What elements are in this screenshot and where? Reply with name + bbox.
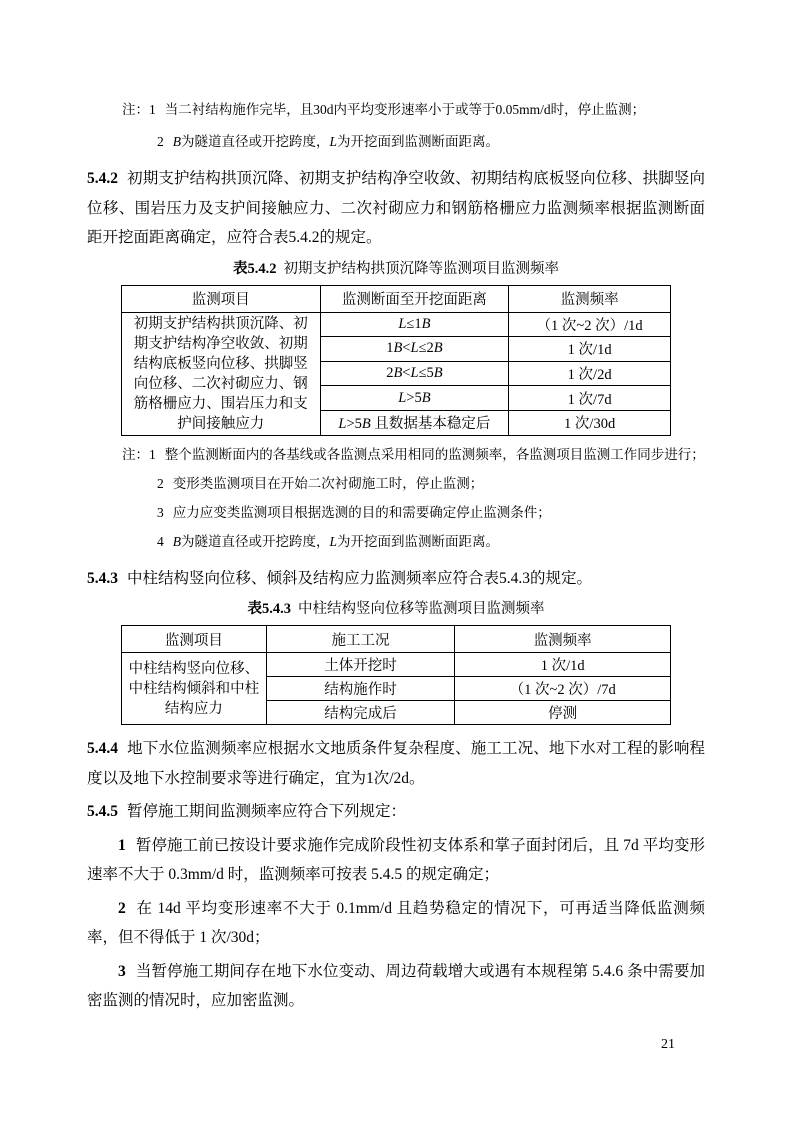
table-5-4-3-title [87, 599, 705, 620]
table-5-4-2-title [87, 259, 705, 280]
table-header-cell: 监测频率 [455, 626, 671, 653]
clause-text: 暂停施工期间监测频率应符合下列规定： [127, 803, 407, 820]
note-text: 整个监测断面内的各基线或各监测点采用相同的监测频率，各监测项目监测工作同步进行； [164, 446, 705, 462]
clause-number: 5.4.5 [87, 803, 118, 820]
clause-5-4-3 [87, 564, 705, 594]
note-text: B为隧道直径或开挖跨度，L为开挖面到监测断面距离。 [172, 533, 500, 549]
clause-5-4-5-item-1 [87, 831, 705, 890]
table-title-text: 初期支护结构拱顶沉降等监测项目监测频率 [283, 260, 559, 277]
frequency-cell: （1 次~2 次）/7d [455, 677, 671, 701]
frequency-cell: 1 次/30d [509, 410, 671, 435]
item-text: 当暂停施工期间存在地下水位变动、周边荷载增大或遇有本规程第 5.4.6 条中需要加密监测的情况时，应加密监测。 [87, 962, 705, 1009]
frequency-cell: （1 次~2 次）/1d [509, 312, 671, 337]
page-number: 21 [661, 1037, 675, 1052]
top-notes-block [87, 100, 705, 152]
table-note-2 [122, 474, 705, 494]
distance-cell: L>5B 且数据基本稳定后 [320, 410, 509, 435]
note-number: 2 [157, 475, 164, 491]
item-number: 2 [118, 899, 126, 917]
table-header-cell: 监测项目 [122, 285, 321, 312]
frequency-cell: 1 次/7d [509, 386, 671, 411]
note-text: B为隧道直径或开挖跨度，L为开挖面到监测断面距离。 [172, 134, 500, 149]
clause-5-4-2 [87, 164, 705, 253]
condition-cell: 土体开挖时 [266, 653, 455, 677]
note-text: 应力应变类监测项目根据选测的目的和需要确定停止监测条件； [172, 504, 551, 520]
frequency-cell: 停测 [455, 701, 671, 725]
top-note-2 [122, 132, 705, 152]
note-label: 注： [122, 446, 149, 462]
clause-text: 地下水位监测频率应根据水文地质条件复杂程度、施工工况、地下水对工程的影响程度以及地下水控制要求等进行确定，宜为1次/2d。 [87, 740, 705, 787]
clause-5-4-5-item-2 [87, 894, 705, 953]
clause-text: 初期支护结构拱顶沉降、初期支护结构净空收敛、初期结构底板竖向位移、拱脚竖向位移、围岩压力及支护间接触应力、二次衬砌应力和钢筋格栅应力监测频率根据监测断面距开挖面距离确定，应符合表5.4.2的规定。 [87, 170, 705, 246]
table-header-cell: 监测断面至开挖面距离 [320, 285, 509, 312]
distance-cell: L>5B [320, 386, 509, 411]
clause-5-4-5 [87, 797, 705, 827]
note-text: 变形类监测项目在开始二次衬砌施工时，停止监测； [172, 475, 484, 491]
note-number: 3 [157, 504, 164, 520]
table-5-4-2-notes [87, 445, 705, 552]
table-header-row [122, 285, 671, 312]
table-5-4-2 [121, 285, 671, 436]
item-text: 暂停施工前已按设计要求施作完成阶段性初支体系和掌子面封闭后，且 7d 平均变形速率不大于 0.3mm/d 时，监测频率可按表 5.4.5 的规定确定； [87, 836, 705, 883]
clause-5-4-5-item-3 [87, 957, 705, 1016]
frequency-cell: 1 次/1d [455, 653, 671, 677]
condition-cell: 结构施作时 [266, 677, 455, 701]
top-note-1 [122, 100, 705, 120]
table-row [122, 653, 671, 677]
clause-number: 5.4.3 [87, 569, 118, 587]
table-note-3 [122, 503, 705, 523]
note-text: 当二衬结构施作完毕，且30d内平均变形速率小于或等于0.05mm/d时，停止监测； [164, 102, 646, 117]
table-header-row [122, 626, 671, 653]
clause-5-4-4 [87, 734, 705, 793]
distance-cell: 1B<L≤2B [320, 337, 509, 362]
note-label: 注： [122, 102, 149, 117]
item-text: 在 14d 平均变形速率不大于 0.1mm/d 且趋势稳定的情况下，可再适当降低监测频率，但不得低于 1 次/30d； [87, 899, 705, 946]
note-number: 1 [149, 102, 156, 117]
table-header-cell: 监测频率 [509, 285, 671, 312]
table-title-label: 表5.4.3 [247, 601, 291, 617]
distance-cell: 2B<L≤5B [320, 361, 509, 386]
distance-cell: L≤1B [320, 312, 509, 337]
note-number: 1 [149, 446, 156, 462]
item-number: 3 [118, 962, 126, 980]
condition-cell: 结构完成后 [266, 701, 455, 725]
note-number: 4 [157, 533, 164, 549]
frequency-cell: 1 次/2d [509, 361, 671, 386]
frequency-cell: 1 次/1d [509, 337, 671, 362]
monitoring-item-cell: 中柱结构竖向位移、中柱结构倾斜和中柱结构应力 [122, 653, 267, 725]
table-row [122, 312, 671, 337]
clause-number: 5.4.2 [87, 170, 118, 187]
item-number: 1 [118, 836, 126, 854]
table-header-cell: 施工工况 [266, 626, 455, 653]
table-note-4 [122, 532, 705, 552]
table-title-label: 表5.4.2 [233, 260, 277, 277]
clause-text: 中柱结构竖向位移、倾斜及结构应力监测频率应符合表5.4.3的规定。 [127, 569, 593, 587]
table-title-text: 中柱结构竖向位移等监测项目监测频率 [298, 601, 545, 617]
clause-number: 5.4.4 [87, 740, 118, 757]
monitoring-item-cell: 初期支护结构拱顶沉降、初期支护结构净空收敛、初期结构底板竖向位移、拱脚竖向位移、二次衬砌应力、钢筋格栅应力、围岩压力和支护间接触应力 [122, 312, 321, 435]
table-note-1 [122, 445, 705, 465]
table-header-cell: 监测项目 [122, 626, 267, 653]
table-5-4-3 [121, 625, 671, 725]
note-number: 2 [157, 134, 164, 149]
